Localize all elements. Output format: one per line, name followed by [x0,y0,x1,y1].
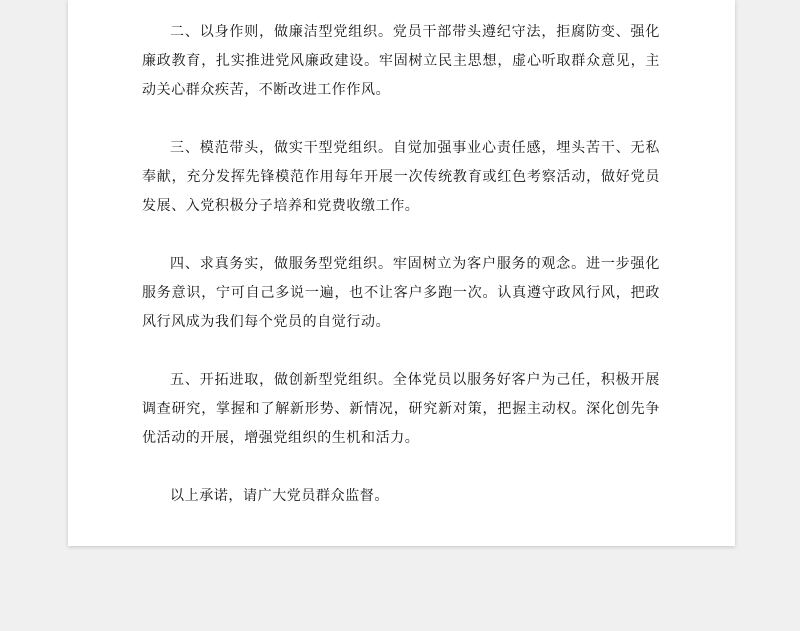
paragraph-closing: 以上承诺，请广大党员群众监督。 [170,488,389,504]
document-body [142,18,660,511]
document-page [68,0,735,546]
paragraph-practical: 三、模范带头，做实干型党组织。自觉加强事业心责任感，埋头苦干、无私奉献，充分发挥先锋模范作用每年开展一次传统教育或红色考察活动，做好党员发展、入党积极分子培养和党费收缴工作。 [142,140,660,214]
paragraph-spacer [142,221,660,250]
paragraph-service: 四、求真务实，做服务型党组织。牢固树立为客户服务的观念。进一步强化服务意识，宁可自己多说一遍，也不让客户多跑一次。认真遵守政风行风，把政风行风成为我们每个党员的自觉行动。 [142,256,660,330]
paragraph-integrity: 二、以身作则，做廉洁型党组织。党员干部带头遵纪守法，拒腐防变、强化廉政教育，扎实推进党风廉政建设。牢固树立民主思想，虚心听取群众意见，主动关心群众疾苦，不断改进工作作风。 [142,24,660,98]
paragraph-spacer [142,105,660,134]
paragraph-spacer [142,337,660,366]
paragraph-spacer [142,453,660,482]
paragraph-innovation: 五、开拓进取，做创新型党组织。全体党员以服务好客户为己任，积极开展调查研究，掌握和了解新形势、新情况，研究新对策，把握主动权。深化创先争优活动的开展，增强党组织的生机和活力。 [142,372,660,446]
